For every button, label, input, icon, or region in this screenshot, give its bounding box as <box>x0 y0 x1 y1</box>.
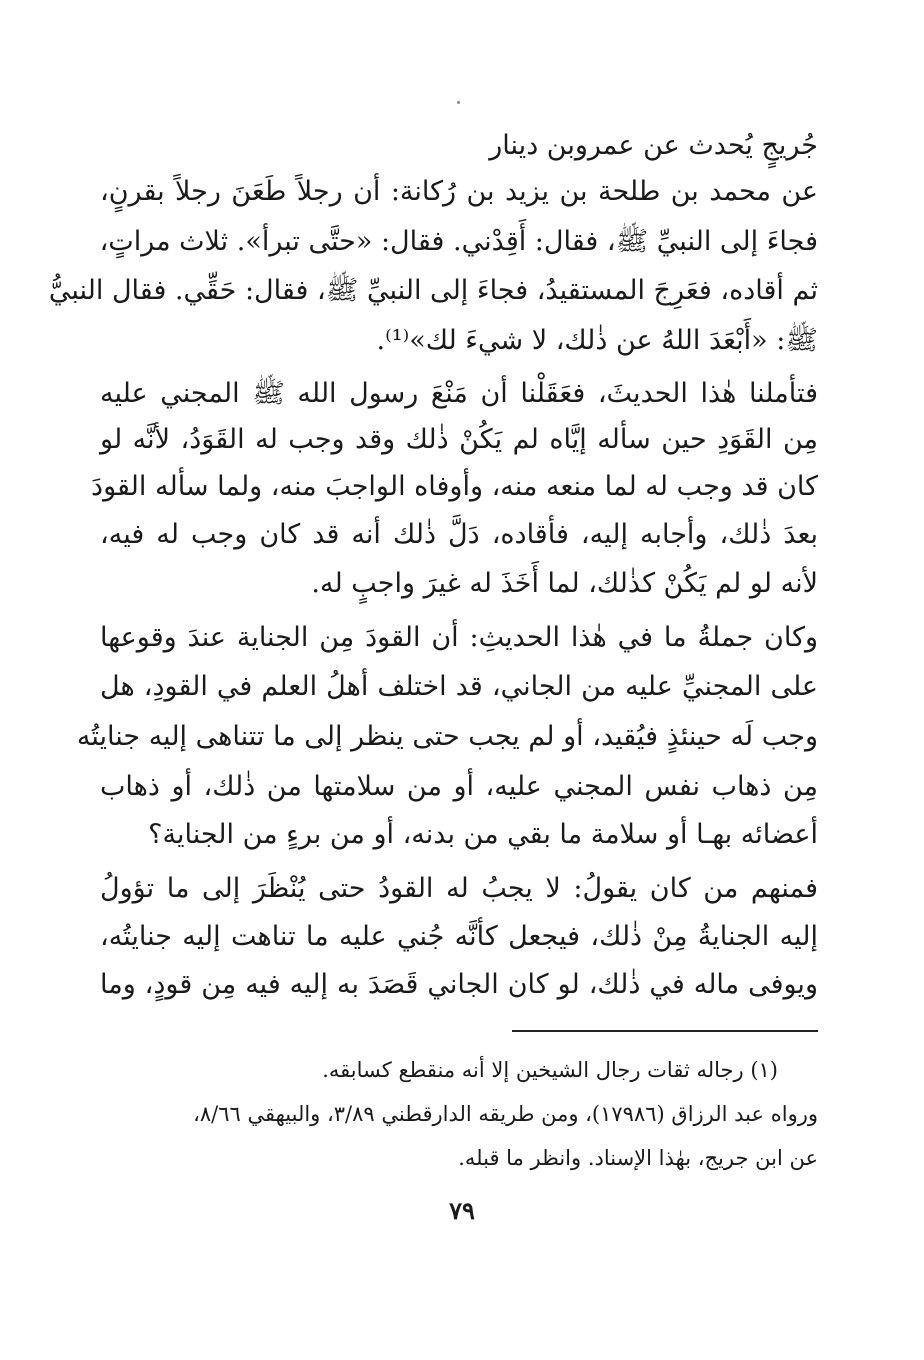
body-line: مِن القَوَدِ حين سأله إيَّاه لم يَكُنْ ذٰلك وقد وجب له القَوَدُ، لأنَّه لو <box>100 424 818 455</box>
footnote-line: عن ابن جريج، بهٰذا الإسناد. وانظر ما قبله. <box>458 1146 818 1170</box>
body-line: وكان جملةُ ما في هٰذا الحديثِ: أن القودَ مِن الجناية عندَ وقوعها <box>100 622 818 653</box>
body-line: إليه الجنايةُ مِنْ ذٰلك، فيجعل كأنَّه جُني عليه ما تناهت إليه جنايتُه، <box>100 921 818 952</box>
body-line: فجاءَ إلى النبيِّ ﷺ، فقال: أَقِدْني. فقال: «حتَّى تبرأ». ثلاث مراتٍ، <box>99 226 818 257</box>
body-line: وجب لَه حينئذٍ فيُقيد، أو لم يجب حتى ينظر إلى ما تتناهى إليه جنايتُه <box>76 721 818 752</box>
footnote-line: (١) رجاله ثقات رجال الشيخين إلا أنه منقطع كسابقه. <box>322 1058 778 1082</box>
body-line: فتأملنا هٰذا الحديثَ، فعَقَلْنا أن مَنْعَ رسول الله ﷺ المجني عليه <box>100 378 818 409</box>
body-line: ويوفى ماله في ذٰلك، لو كان الجاني قَصَدَ به إليه فيه مِن قودٍ، وما <box>100 969 818 1000</box>
body-line: عن محمد بن طلحة بن يزيد بن رُكانة: أن رجلاً طَعَنَ رجلاً بقرنٍ، <box>100 176 818 207</box>
body-line: ﷺ: «أَبْعَدَ اللهُ عن ذٰلك، لا شيءَ لك»⁽¹⁾. <box>376 325 818 356</box>
body-line: مِن ذهاب نفس المجني عليه، أو من سلامتها من ذٰلك، أو ذهاب <box>100 771 818 802</box>
page-number: ٧٩ <box>449 1196 475 1225</box>
body-line: فمنهم من كان يقولُ: لا يجبُ له القودُ حتى يُنْظَرَ إلى ما تؤولُ <box>100 873 818 904</box>
footnote-line: ورواه عبد الرزاق (١٧٩٨٦)، ومن طريقه الدارقطني ٣/٨٩، والبيهقي ٨/٦٦، <box>193 1102 818 1126</box>
body-line: على المجنيِّ عليه من الجاني، قد اختلف أهلُ العلم في القودِ، هل <box>100 671 818 702</box>
page-speck <box>457 101 460 104</box>
footnote-separator <box>512 1030 818 1032</box>
body-line: ثم أقاده، فعَرِجَ المستقيدُ، فجاءَ إلى النبيِّ ﷺ، فقال: حَقِّي. فقال النبيُّ <box>48 275 818 306</box>
body-line: بعدَ ذٰلك، وأجابه إليه، فأقاده، دَلَّ ذٰلك أنه قد كان وجب له فيه، <box>100 519 818 550</box>
body-line: كان قد وجب له لما منعه منه، وأوفاه الواجبَ منه، ولما سأله القودَ <box>91 471 818 502</box>
body-line: لأنه لو لم يَكُنْ كذٰلك، لما أَخَذَ له غيرَ واجبٍ له. <box>311 568 818 599</box>
body-line: أعضائه بهـا أو سلامة ما بقي من بدنه، أو من برءٍ من الجناية؟ <box>148 819 818 850</box>
body-line: جُريجٍ يُحدث عن عمروبن دينار <box>489 130 818 161</box>
